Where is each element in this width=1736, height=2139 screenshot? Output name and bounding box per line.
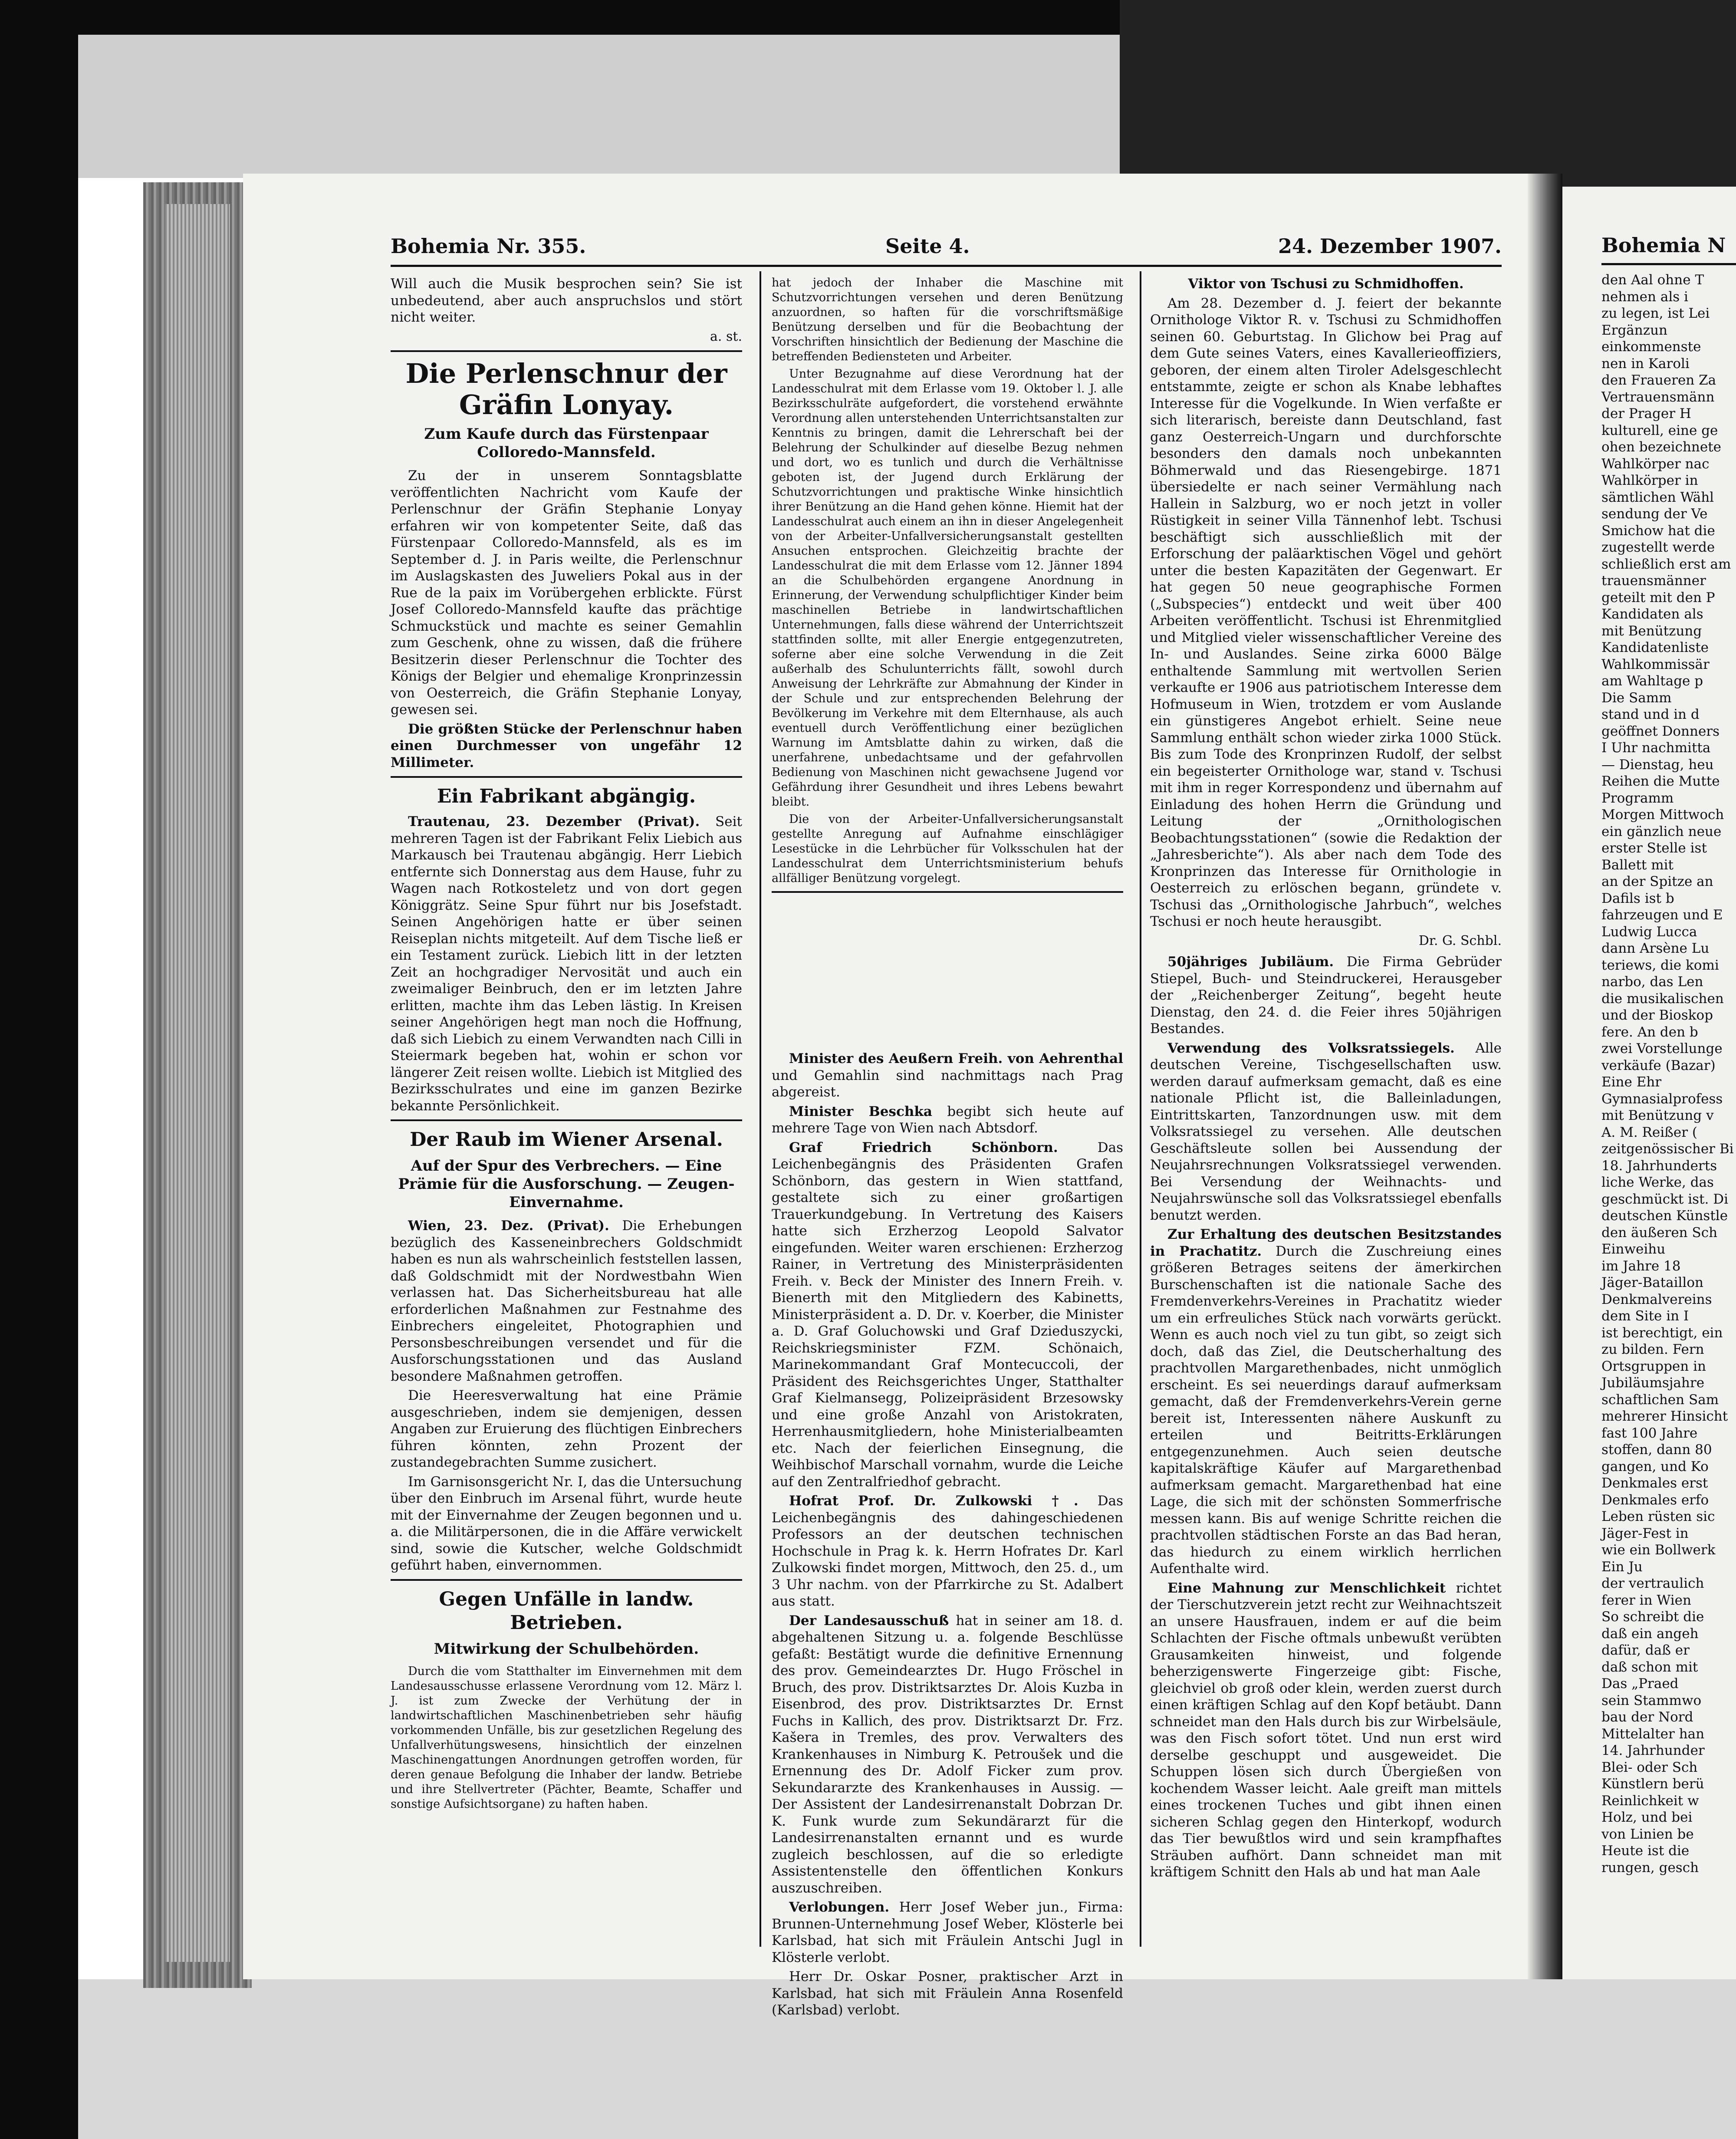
facing-page-line: So schreibt die — [1601, 1609, 1704, 1625]
facing-page-line: an der Spitze an — [1601, 874, 1713, 889]
article-paragraph: Die Heeresverwaltung hat eine Prämie ausgeschrieben, indem sie demjenigen, dessen Angaben zur Eruierung des flüchtigen Einbrechers führen könnten, zehn Prozent der zustandegebrachten Summe zusichert. — [391, 1388, 742, 1470]
news-lead: Minister Beschka — [789, 1103, 932, 1119]
facing-page-line: die musikalischen — [1601, 991, 1724, 1007]
facing-page-line: Jäger-Bataillon — [1601, 1275, 1703, 1290]
facing-page-line: Dafils ist b — [1601, 890, 1674, 906]
facing-page-line: Ergänzun — [1601, 322, 1668, 338]
facing-page-line: Die Samm — [1601, 690, 1672, 706]
book-gutter — [1528, 174, 1562, 1979]
facing-page-line: Heute ist die — [1601, 1843, 1690, 1859]
facing-page-header: Bohemia N — [1601, 234, 1726, 257]
facing-page-fragment — [1562, 187, 1736, 1979]
facing-page-line: zwei Vorstellunge — [1601, 1041, 1723, 1056]
facing-page-line: 18. Jahrhunderts — [1601, 1158, 1717, 1174]
facing-page-line: zugestellt werde — [1601, 540, 1715, 555]
article-subheadline: Auf der Spur des Verbrechers. — Eine Prämie für die Ausforschung. — Zeugen-Einvernahme. — [398, 1157, 735, 1211]
article-dateline: Wien, 23. Dez. (Privat). — [408, 1218, 609, 1234]
facing-page-line: sein Stammwo — [1601, 1692, 1702, 1708]
facing-page-line: — Dienstag, heu — [1601, 757, 1714, 773]
facing-page-line: ohen bezeichnete — [1601, 439, 1722, 455]
facing-page-line: ferer in Wien — [1601, 1592, 1691, 1608]
facing-page-line: Wahlkommissär — [1601, 656, 1710, 672]
article-body: Die Erhebungen bezüglich des Kasseneinbrechers Goldschmidt haben es nun als wahrscheinlich feststellen lassen, daß Goldschmidt mit der Nordwestbahn Wien verlassen hat. Das Sicherheitsbureau hat alle erforderlichen Maßnahmen zur Festnahme des Einbrechers eingeleitet, Photographien und Personsbeschreibungen versendet und für die Ausforschungsstationen und das Ausland besondere Maßnahmen getroffen. — [391, 1218, 742, 1384]
facing-page-line: daß ein angeh — [1601, 1626, 1699, 1642]
facing-page-line: Eine Ehr — [1601, 1074, 1662, 1090]
facing-page-line: zu legen, ist Lei — [1601, 306, 1710, 321]
facing-page-line: dafür, daß er — [1601, 1642, 1690, 1658]
page-header — [391, 234, 1502, 260]
facing-page-line: stand und in d — [1601, 707, 1700, 722]
facing-page-line: liche Werke, das — [1601, 1175, 1714, 1190]
facing-page-rule — [1601, 263, 1736, 265]
scanner-shadow-top — [78, 35, 1120, 178]
facing-page-line: dem Site in I — [1601, 1308, 1689, 1324]
news-lead: Zur Erhaltung des deutschen Besitzstandes in Prachatitz. — [1150, 1227, 1502, 1259]
column-rule — [1140, 271, 1141, 1947]
facing-page-line: im Jahre 18 — [1601, 1258, 1681, 1274]
news-lead: Verwendung des Volksratssiegels. — [1167, 1040, 1455, 1056]
news-body: begibt sich heute auf mehrere Tage von Wien nach Abtsdorf. — [772, 1103, 1124, 1136]
facing-page-line: Mittelalter han — [1601, 1726, 1705, 1742]
article-paragraph: Am 28. Dezember d. J. feiert der bekannte Ornithologe Viktor R. v. Tschusi zu Schmidhoffen seinen 60. Geburtstag. In Glichow bei Prag auf dem Gute seines Vaters, eines Kavallerieoffiziers, geboren, der einem alten Tiroler Adelsgeschlecht entstammte, zeigte er schon als Knabe lebhaftes Interesse für die Vogelkunde. In Wien verfaßte er sich literarisch, bereiste dann Deutschland, fast ganz Oesterreich-Ungarn und durchforschte besonders den damals noch unbekannten Böhmerwald und das Riesengebirge. 1871 übersiedelte er nach seiner Vermählung nach Hallein in Salzburg, wo er noch jetzt in voller Rüstigkeit in seiner Villa Tännenhof lebt. Tschusi beschäftigt sich ausschließlich mit der Erforschung der paläarktischen Vögel und gehört unter die besten Kapazitäten der Gegenwart. Er hat gegen 50 neue geographische Formen („Subspecies“) entdeckt und weit über 400 Arbeiten veröffentlicht. Tschusi ist Ehrenmitglied und Mitglied vieler wissenschaftlicher Vereine des In- und Auslandes. Seine zirka 6000 Bälge enthaltende Sammlung mit wertvollen Serien verkaufte er 1906 aus patriotischem Interesse dem Hofmuseum in Wien, trotzdem er vom Auslande ein günstigeres Angebot erhielt. Seine neue Sammlung enthält schon wieder zirka 1000 Stück. Bis zum Tode des Kronprinzen Rudolf, der selbst ein begeisterter Ornithologe war, stand v. Tschusi mit ihm in reger Korrespondenz und übernahm auf Einladung des hohen Herrn die Gründung und Leitung der „Ornithologischen Beobachtungsstationen“ (sowie die Redaktion der „Jahresberichte“). Als aber nach dem Tode des Kronprinzen das Interesse für Ornithologie in Oesterreich zu erlöschen begann, gründete v. Tschusi das „Ornithologische Jahrbuch“, welches Tschusi er noch heute herausgibt. — [1150, 295, 1502, 929]
facing-page-line: geschmückt ist. Di — [1601, 1191, 1729, 1207]
facing-page-line: Jäger-Fest in — [1601, 1525, 1689, 1541]
facing-page-line: 14. Jahrhunder — [1601, 1743, 1705, 1758]
news-lead: Hofrat Prof. Dr. Zulkowski †. — [789, 1493, 1078, 1509]
facing-page-line: von Linien be — [1601, 1826, 1694, 1842]
column-2 — [772, 276, 1123, 898]
facing-page-line: Ballett mit — [1601, 857, 1674, 873]
facing-page-line: Denkmalvereins — [1601, 1291, 1712, 1307]
facing-page-line: zu bilden. Fern — [1601, 1342, 1704, 1357]
facing-page-line: sendung der Ve — [1601, 506, 1708, 522]
facing-page-line: Denkmales erfo — [1601, 1492, 1709, 1508]
facing-page-line: und der Bioskop — [1601, 1007, 1713, 1023]
article-headline: Gegen Unfälle in landw. Betrieben. — [439, 1588, 694, 1634]
facing-page-line: nehmen als i — [1601, 289, 1688, 305]
facing-page-line: schaftlichen Sam — [1601, 1392, 1719, 1408]
facing-page-line: der Prager H — [1601, 406, 1691, 421]
facing-page-line: A. M. Reißer ( — [1601, 1124, 1697, 1140]
book-page-edges-inner — [165, 204, 230, 1962]
newspaper-page — [243, 174, 1528, 2018]
divider — [391, 776, 742, 778]
facing-page-line: narbo, das Len — [1601, 974, 1703, 990]
news-body: Die Firma Gebrüder Stiepel, Buch- und Steindruckerei, Herausgeber der „Reichenberger Zeitung“, begeht heute Dienstag, den 24. d. die Feier ihres 50jährigen Bestandes. — [1150, 954, 1502, 1037]
facing-page-line: sämtlichen Wähl — [1601, 489, 1714, 505]
facing-page-line: Gymnasialprofess — [1601, 1091, 1723, 1107]
facing-page-line: Ludwig Lucca — [1601, 924, 1697, 940]
facing-page-line: den Fraueren Za — [1601, 372, 1716, 388]
scanner-border-left — [0, 0, 78, 2139]
facing-page-line: Ortsgruppen in — [1601, 1358, 1706, 1374]
facing-page-line: den äußeren Sch — [1601, 1224, 1718, 1241]
news-body: richtet der Tierschutzverein jetzt recht zur Weihnachtszeit an unsere Hausfrauen, indem er auf die beim Schlachten der Fische oftmals unbewußt verübten Grausamkeiten hinweist, und folgende beherzigenswerte Fingerzeige gibt: Fische, gleichviel ob groß oder klein, werden zuerst durch einen kräftigen Schlag auf den Kopf betäubt. Dann schneidet man den Hals durch bis zur Wirbelsäule, was den Fisch sofort tötet. Und nun erst wird derselbe geschuppt und ausgeweidet. Die Schuppen lösen sich durch Übergießen von kochendem Wasser leicht. Aale greift man mittels eines trockenen Tuches und gibt ihnen einen sicheren Schlag gegen den Hinterkopf, wodurch das Tier bewußtlos wird und sein krampfhaftes Sträuben aufhört. Dann schneidet man mit kräftigem Schnitt den Hals ab und hat man Aale — [1150, 1580, 1502, 1880]
facing-page-line: Wahlkörper in — [1601, 473, 1698, 488]
article-paragraph: Unter Bezugnahme auf diese Verordnung hat der Landesschulrat mit dem Erlasse vom 19. Oktober l. J. alle Bezirksschulräte aufgefordert, die vorstehend erwähnte Verordnung allen unterstehenden Unterrichtsanstalten zur Kenntnis zu bringen, damit die Lehrerschaft bei der Belehrung der Schulkinder auf dieselbe Bezug nehmen und dort, wo es tunlich und durch die Verhältnisse geboten ist, der Jugend durch Erklärung der Schutzvorrichtungen und praktische Winke hinsichtlich ihrer Benützung an die Hand gehen könne. Hiemit hat der Landesschulrat auch einem an ihn in dieser Angelegenheit von der Arbeiter-Unfallversicherungsanstalt gestellten Ansuchen entsprochen. Gleichzeitig brachte der Landesschulrat die mit dem Erlasse vom 12. Jänner 1894 an die Schulbehörden ergangene Anordnung in Erinnerung, der Verwendung schulpflichtiger Kinder beim maschinellen Betriebe in landwirtschaftlichen Unternehmungen, falls diese während der Unterrichtszeit stattfinden sollte, mit aller Energie entgegenzutreten, soferne aber eine solche Verwendung in die Zeit außerhalb des Schulunterrichts fällt, sowohl durch Anweisung der Lehrkräfte zur Abmahnung der Kinder in der Schule und zur entsprechenden Belehrung der Bevölkerung im Verkehre mit dem Elternhause, als auch eventuell durch Veröffentlichung einer bezüglichen Warnung im Amtsblatte dahin zu wirken, daß die unerfahrene, unbedachtsame und der gefahrvollen Bedienung von Maschinen nicht gewachsene Jugend vor Gefährdung ihrer Gesundheit und ihres Lebens bewahrt bleibt. — [772, 367, 1123, 809]
facing-page-line: schließlich erst am — [1601, 556, 1731, 572]
column-3 — [1150, 276, 1502, 1883]
article-headline: Die Perlenschnur der Gräfin Lonyay. — [405, 358, 727, 421]
facing-page-line: Kandidaten als — [1601, 606, 1703, 622]
news-lead: Minister des Aeußern Freih. von Aehrenthal — [789, 1051, 1123, 1066]
facing-page-line: mehrerer Hinsicht — [1601, 1408, 1728, 1424]
facing-page-line: Das „Praed — [1601, 1676, 1679, 1691]
facing-page-line: erster Stelle ist — [1601, 840, 1707, 856]
article-body: Seit mehreren Tagen ist der Fabrikant Felix Liebich aus Markausch bei Trautenau abgängig. Herr Liebich entfernte sich Donnerstag aus dem Hause, fuhr zu Wagen nach Rotkosteletz und von dort gegen Königgrätz. Seine Spur führt nur bis Josefstadt. Seinen Angehörigen hatte er über seinen Reiseplan nichts mitgeteilt. Auf dem Tische ließ er ein Testament zurück. Liebich litt in der letzten Zeit an hochgradiger Nervosität und auch ein zweimaliger Beinbruch, den er im letzten Jahre erlitten, machte ihm das Leben lästig. In Kreisen seiner Angehörigen hegt man noch die Hoffnung, daß sich Liebich zu einem Verwandten nach Cilli in Steiermark begeben hat, wohin er schon vor längerer Zeit reisen wollte. Liebich ist Mitglied des Bezirksschulrates und eine im ganzen Bezirke bekannte Persönlichkeit. — [391, 814, 743, 1114]
facing-page-line: Programm — [1601, 790, 1674, 806]
article-signature: Dr. G. Schbl. — [1418, 933, 1502, 948]
facing-page-line: Leben rüsten sic — [1601, 1509, 1715, 1524]
article-headline: Der Raub im Wiener Arsenal. — [410, 1129, 723, 1151]
news-body: Das Leichenbegängnis des dahingeschiedenen Professors an der deutschen technischen Hochschule in Prag k. k. Herrn Hofrates Dr. Karl Zulkowski findet morgen, Mittwoch, den 25. d., um 3 Uhr nachm. von der Pfarrkirche zu St. Adalbert aus statt. — [772, 1493, 1123, 1609]
facing-page-line: Smichow hat die — [1601, 523, 1715, 539]
article-paragraph: Die größten Stücke der Perlenschnur haben einen Durchmesser von ungefähr 12 Millimeter. — [391, 721, 742, 770]
facing-page-line: ist berechtigt, ein — [1601, 1325, 1723, 1341]
news-body: Alle deutschen Vereine, Tischgesellschaften usw. werden darauf aufmerksam gemacht, daß es eine nationale Pflicht ist, die Balleinladungen, Eintrittskarten, Tanzordnungen usw. mit dem Volksratssiegel zu versehen. Alle deutschen Geschäftsleute sollen bei Aussendung der Neujahrsrechnungen Volksratssiegel verwenden. Bei Versendung der Weihnachts- und Neujahrswünsche soll das Volksratssiegel ebenfalls benutzt werden. — [1150, 1040, 1502, 1223]
facing-page-line: stoffen, dann 80 — [1601, 1442, 1712, 1458]
facing-page-line: fast 100 Jahre — [1601, 1425, 1698, 1441]
column-rule — [760, 271, 761, 1947]
facing-page-line: Denkmales erst — [1601, 1475, 1708, 1491]
article-paragraph: Im Garnisonsgericht Nr. I, das die Untersuchung über den Einbruch im Arsenal führt, wurde heute mit der Einvernahme der Zeugen begonnen und u. a. die Militärpersonen, die in die Affäre verwickelt sind, sowie die Kutscher, welche Goldschmidt geführt haben, einvernommen. — [391, 1474, 742, 1573]
facing-page-line: Reihen die Mutte — [1601, 773, 1720, 789]
news-lead: Graf Friedrich Schönborn. — [789, 1139, 1058, 1155]
article-subheadline: Mitwirkung der Schulbehörden. — [434, 1640, 699, 1658]
facing-page-column — [1601, 272, 1736, 1876]
column-2-news — [772, 1050, 1123, 2021]
article-headline: Ein Fabrikant abgängig. — [437, 785, 696, 807]
news-body: Durch die Zuschreiung eines größeren Betrages seitens der ämerkirchen Burschenschaften ist die nationale Sache des Fremdenverkehrs-Vereines in Prachatitz wieder um ein erfreuliches Stück nach vorwärts gerückt. Wenn es auch noch viel zu tun gibt, so zeigt sich doch, daß das Ziel, die Deutscherhaltung des prachtvollen Margarethenbades, nicht unmöglich erscheint. Es sei neuerdings darauf aufmerksam gemacht, daß der Fremdenverkehrs-Verein gerne bereit ist, Interessenten nähere Auskunft zu erteilen und Beitritts-Erklärungen entgegenzunehmen. Auch seien deutsche kapitalskräftige Käufer auf Margarethenbad aufmerksam gemacht. Margarethenbad hat eine Lage, die sich mit der schönsten Sommerfrische messen kann. Bis auf wenige Schritte reichen die prachtvollen städtischen Forste an das Bad heran, das hiedurch zu einem wirklich herrlichen Aufenthalte wird. — [1150, 1243, 1502, 1576]
news-body: Herr Josef Weber jun., Firma: Brunnen-Unternehmung Josef Weber, Klösterle bei Karlsbad, hat sich mit Fräulein Antschi Jugl in Klösterle verlobt. — [772, 1899, 1123, 1965]
header-masthead: Bohemia Nr. 355. — [391, 234, 586, 258]
facing-page-line: geteilt mit den P — [1601, 589, 1715, 606]
column-1 — [391, 276, 742, 1814]
facing-page-line: einkommenste — [1601, 339, 1701, 355]
facing-page-line: Kandidatenliste — [1601, 640, 1709, 655]
facing-page-line: Ein Ju — [1601, 1559, 1643, 1575]
facing-page-line: Einweihu — [1601, 1241, 1666, 1257]
facing-page-line: Blei- oder Sch — [1601, 1759, 1698, 1775]
facing-page-line: Holz, und bei — [1601, 1810, 1693, 1825]
article-headline: Viktor von Tschusi zu Schmidhoffen. — [1188, 276, 1464, 292]
news-body: Herr Dr. Oskar Posner, praktischer Arzt in Karlsbad, hat sich mit Fräulein Anna Rosenfeld (Karlsbad) verlobt. — [772, 1969, 1123, 2018]
facing-page-line: wie ein Bollwerk — [1601, 1542, 1716, 1558]
facing-page-line: dann Arsène Lu — [1601, 941, 1710, 956]
news-lead: Verlobungen. — [789, 1899, 890, 1915]
divider — [772, 891, 1123, 893]
facing-page-line: teriews, die komi — [1601, 957, 1719, 973]
facing-page-line: Reinlichkeit w — [1601, 1793, 1699, 1809]
facing-page-line: bau der Nord — [1601, 1709, 1693, 1725]
facing-page-line: Künstlern berü — [1601, 1776, 1704, 1792]
facing-page-line: ein gänzlich neue — [1601, 823, 1722, 839]
facing-page-line: nen in Karoli — [1601, 355, 1690, 372]
article-paragraph: Die von der Arbeiter-Unfallversicherungsanstalt gestellte Anregung auf Aufnahme einschlägiger Lesestücke in die Lehrbücher für Volksschulen hat der Landesschulrat dem Unterrichtsministerium behufs allfälliger Benützung vorgelegt. — [772, 813, 1123, 885]
facing-page-line: deutschen Künstle — [1601, 1208, 1728, 1224]
facing-page-line: mit Benützung v — [1601, 1108, 1714, 1123]
article-subheadline: Zum Kaufe durch das Fürstenpaar Colloredo-Mannsfeld. — [424, 425, 709, 461]
header-page-number: Seite 4. — [885, 234, 970, 258]
facing-page-line: gangen, und Ko — [1601, 1458, 1709, 1474]
facing-page-line: verkäufe (Bazar) — [1601, 1057, 1716, 1073]
facing-page-line: den Aal ohne T — [1601, 272, 1704, 288]
facing-page-line: mit Benützung — [1601, 623, 1702, 639]
article-paragraph: Durch die vom Statthalter im Einvernehmen mit dem Landesausschusse erlassene Verordnung vom 12. März l. J. ist zum Zwecke der Verhütung der in landwirtschaftlichen Maschinenbetrieben sehr häufig vorkommenden Unfälle, bis zur gesetzlichen Regelung des Unfallverhütungswesens, hinsichtlich der einzelnen Maschinengattungen Anordnungen getroffen worden, für deren genaue Befolgung die Inhaber der landw. Betriebe und ihre Stellvertreter (Pächter, Beamte, Schaffer und sonstige Aufsichtsorgane) zu haften haben. — [391, 1664, 742, 1811]
scanner-shadow-top-right — [1120, 0, 1736, 187]
article-signature: a. st. — [710, 329, 742, 344]
news-lead: 50jähriges Jubiläum. — [1167, 954, 1334, 970]
facing-page-line: der vertraulich — [1601, 1576, 1704, 1591]
facing-page-line: am Wahltage p — [1601, 673, 1703, 689]
news-lead: Der Landesausschuß — [789, 1612, 949, 1629]
header-rule — [391, 265, 1502, 267]
news-body: und Gemahlin sind nachmittags nach Prag abgereist. — [772, 1067, 1123, 1100]
facing-page-line: geöffnet Donners — [1601, 723, 1720, 739]
news-body: hat in seiner am 18. d. abgehaltenen Sitzung u. a. folgende Beschlüsse gefaßt: Bestätigt wurde die definitive Ernennung des prov. Gemeindearztes Dr. Hugo Fröschel in Bruch, des prov. Distriktsarztes Dr. Alois Kuzba in Eisenbrod, des prov. Distriktsarztes Dr. Ernst Fuchs in Kallich, des prov. Distriktsarzt Dr. Frz. Kašera in Tremles, des prov. Verwalters des Krankenhauses in Nimburg K. Petroušek und die Ernennung des Dr. Adolf Ficker zum prov. Sekundararzte des Krankenhauses in Aussig. — Der Assistent der Landesirrenanstalt Dobrzan Dr. K. Funk wurde zum Sekundärarzt für die Landesirrenanstalten ernannt und es wurde zugleich beschlossen, auf die so erledigte Assistentenstelle den öffentlichen Konkurs auszuschreiben. — [772, 1612, 1123, 1896]
news-body: Das Leichenbegängnis des Präsidenten Grafen Schönborn, das gestern in Wien stattfand, gestaltete sich zu einer großartigen Trauerkundgebung. In Vertretung des Kaisers hatte sich Erzherzog Leopold Salvator eingefunden. Weiter waren erschienen: Erzherzog Rainer, in Vertretung des Ministerpräsidenten Freih. v. Beck der Minister des Innern Freih. v. Bienerth mit den Mitgliedern des Kabinetts, Ministerpräsident a. D. Dr. v. Koerber, die Minister a. D. Graf Goluchowski und Graf Dzieduszycki, Reichskriegsminister FZM. Schönaich, Marinekommandant Graf Montecuccoli, der Präsident des Reichsgerichtes Unger, Statthalter Graf Kielmansegg, Polizeipräsident Brzesowsky und eine große Anzahl von Aristokraten, Herrenhausmitgliedern, hohe Ministerialbeamten etc. Nach der feierlichen Einsegnung, die Weihbischof Marschall vornahm, wurde die Leiche auf den Zentralfriedhof gebracht. — [772, 1139, 1124, 1490]
facing-page-line: rungen, gesch — [1601, 1859, 1699, 1876]
facing-page-line: trauensmänner — [1601, 573, 1706, 589]
article-paragraph: Zu der in unserem Sonntagsblatte veröffentlichten Nachricht vom Kaufe der Perlenschnur der Gräfin Stephanie Lonyay erfahren wir von kompetenter Seite, daß das Fürstenpaar Colloredo-Mannsfeld, als es im September d. J. in Paris weilte, die Perlenschnur im Auslagskasten des Juweliers Pokal aus in der Rue de la paix im Vorübergehen erblickte. Fürst Josef Colloredo-Mannsfeld kaufte das prächtige Schmuckstück und machte es seiner Gemahlin zum Geschenk, ohne zu wissen, daß die frühere Besitzerin dieser Perlenschnur die Tochter des Königs der Belgier und ehemalige Kronprinzessin von Oesterreich, die Gräfin Stephanie Lonyay, gewesen sei. — [391, 468, 742, 717]
divider — [391, 350, 742, 352]
facing-page-line: daß schon mit — [1601, 1659, 1698, 1675]
facing-page-line: kulturell, eine ge — [1601, 422, 1718, 438]
facing-page-line: zeitgenössischer Bi — [1601, 1141, 1734, 1157]
facing-page-line: Vertrauensmänn — [1601, 389, 1715, 405]
article-dateline: Trautenau, 23. Dezember (Privat). — [408, 814, 700, 829]
divider — [391, 1119, 742, 1121]
news-lead: Eine Mahnung zur Menschlichkeit — [1167, 1580, 1446, 1596]
facing-page-line: Wahlkörper nac — [1601, 456, 1710, 472]
divider — [391, 1579, 742, 1581]
facing-page-line: fere. An den b — [1601, 1024, 1698, 1040]
article-continuation: Will auch die Musik besprochen sein? Sie ist unbedeutend, aber auch anspruchslos und stört nicht weiter. — [391, 276, 742, 325]
facing-page-line: I Uhr nachmitta — [1601, 740, 1711, 756]
facing-page-line: fahrzeugen und E — [1601, 907, 1723, 923]
header-date: 24. Dezember 1907. — [1278, 234, 1502, 258]
article-continuation: hat jedoch der Inhaber die Maschine mit Schutzvorrichtungen versehen und deren Benützung anzuordnen, so haften für die vorschriftsmäßige Benützung derselben und für die Beobachtung der Vorschriften hinsichtlich der Bedienung der Maschine die betreffenden Bediensteten und Arbeiter. — [772, 276, 1123, 363]
facing-page-line: Morgen Mittwoch — [1601, 807, 1724, 823]
facing-page-line: Jubiläumsjahre — [1601, 1375, 1705, 1391]
